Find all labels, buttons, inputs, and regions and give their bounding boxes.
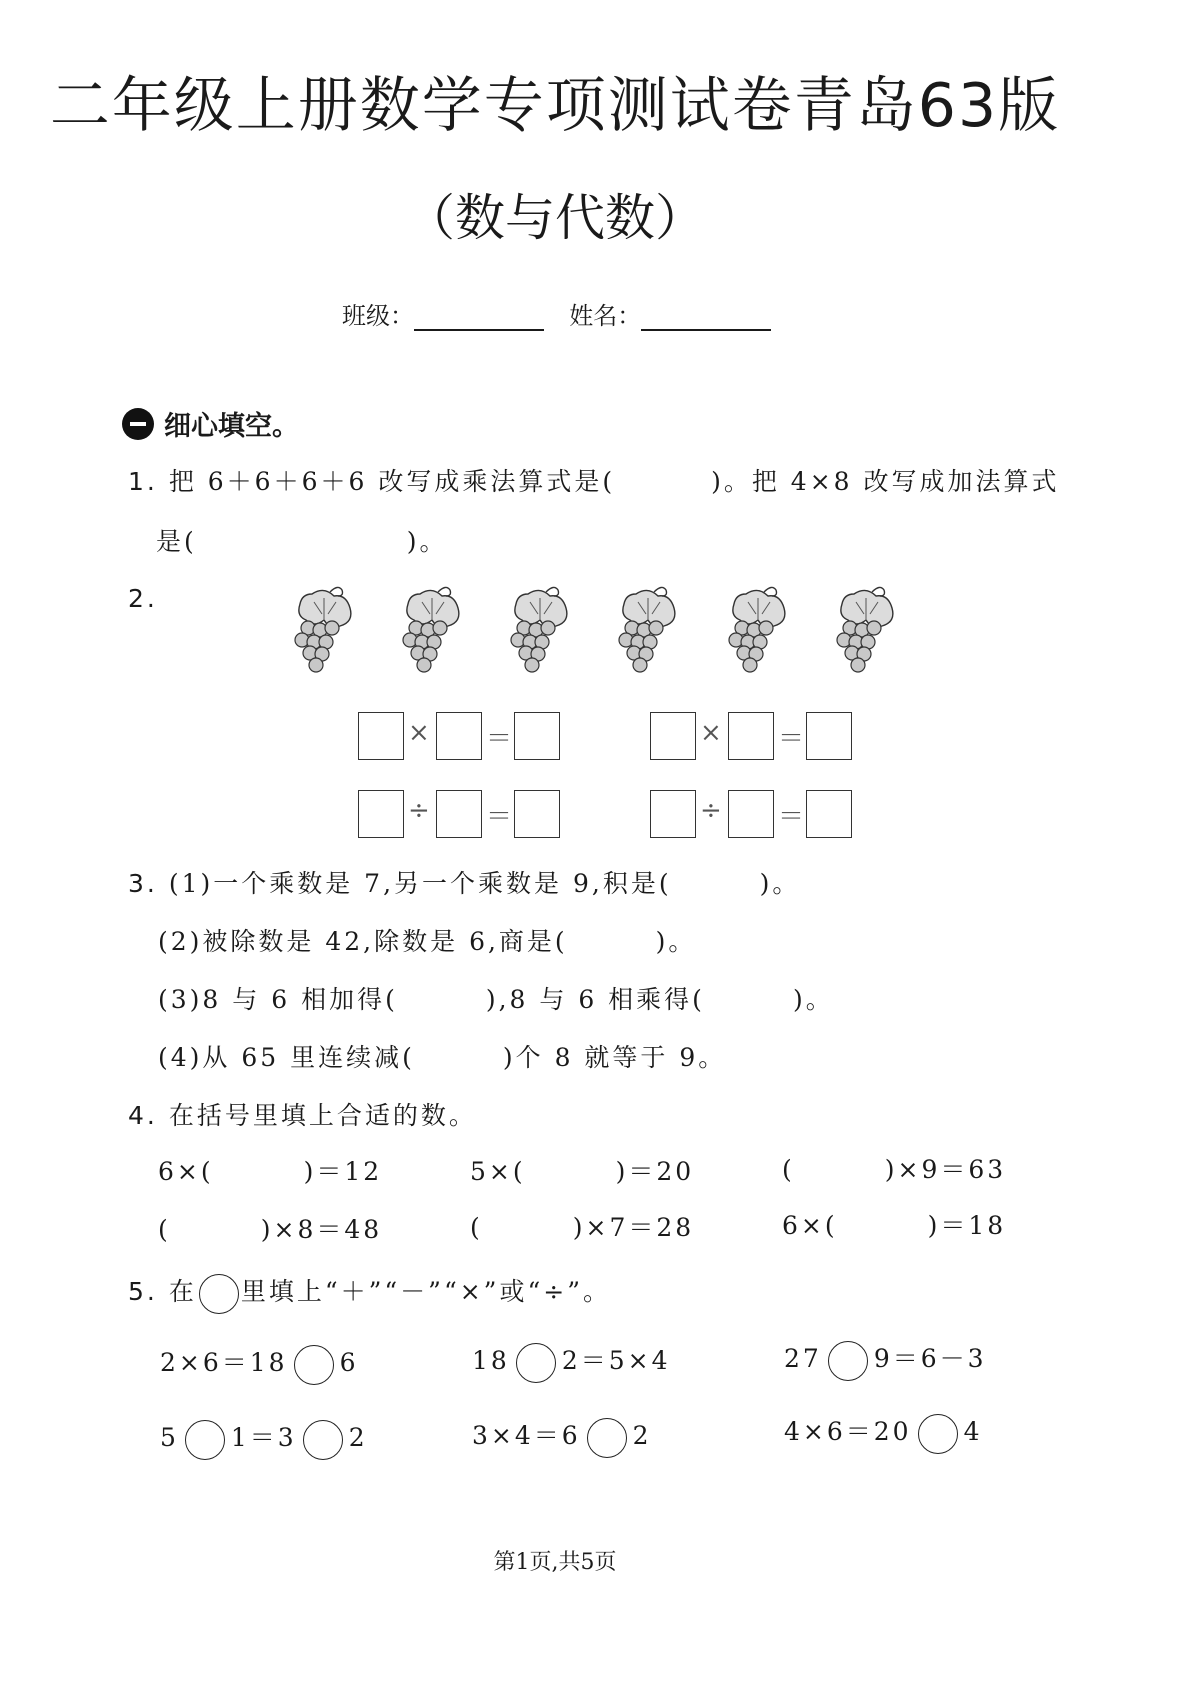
answer-box[interactable] [358, 790, 404, 838]
fill-item: ( )×7＝28 [470, 1213, 695, 1242]
answer-box[interactable] [514, 712, 560, 760]
divide-sign: ÷ [700, 796, 722, 826]
name-field[interactable] [641, 303, 771, 331]
answer-box[interactable] [650, 790, 696, 838]
question-3-part-1: 3. (1)一个乘数是 7,另一个乘数是 9,积是( )。 [128, 869, 801, 898]
page-subtitle: （数与代数） [405, 189, 705, 247]
circle-icon [199, 1274, 239, 1314]
operator-circle[interactable] [185, 1420, 225, 1460]
answer-box[interactable] [650, 712, 696, 760]
equals-sign: ＝ [486, 724, 513, 754]
student-info [342, 296, 771, 331]
question-3-part-3: (3)8 与 6 相加得( ),8 与 6 相乘得( )。 [158, 985, 834, 1014]
grape-cluster-icon [608, 586, 680, 674]
operator-item: 3×4＝6 2 [472, 1416, 652, 1458]
question-2: 2. [128, 584, 158, 613]
name-label: 姓名： [569, 302, 642, 330]
grape-cluster-icon [718, 586, 790, 674]
question-3-part-4: (4)从 65 里连续减( )个 8 就等于 9。 [158, 1043, 727, 1072]
fill-item: 6×( )＝18 [782, 1211, 1007, 1240]
operator-item: 27 9＝6－3 [784, 1339, 987, 1381]
fill-item: ( )×9＝63 [782, 1155, 1007, 1184]
divide-sign: ÷ [408, 796, 430, 826]
question-3-part-2: (2)被除数是 42,除数是 6,商是( )。 [158, 927, 697, 956]
operator-circle[interactable] [516, 1343, 556, 1383]
grape-cluster-icon [500, 586, 572, 674]
operator-circle[interactable] [303, 1420, 343, 1460]
answer-box[interactable] [436, 712, 482, 760]
equals-sign: ＝ [778, 802, 805, 832]
fill-item: 6×( )＝12 [158, 1157, 383, 1186]
grape-cluster-icon [284, 586, 356, 674]
equals-sign: ＝ [778, 724, 805, 754]
question-1-line-2: 是( )。 [156, 527, 448, 556]
answer-box[interactable] [358, 712, 404, 760]
class-field[interactable] [414, 303, 544, 331]
class-label: 班级： [342, 302, 414, 330]
grape-cluster-icon [392, 586, 464, 674]
operator-item: 4×6＝20 4 [784, 1412, 982, 1454]
answer-box[interactable] [728, 790, 774, 838]
question-1: 1. 把 6＋6＋6＋6 改写成乘法算式是( )。把 4×8 改写成加法算式 [128, 467, 1060, 496]
fill-item: ( )×8＝48 [158, 1215, 383, 1244]
answer-box[interactable] [728, 712, 774, 760]
answer-box[interactable] [806, 712, 852, 760]
page-footer: 第1页,共5页 [493, 1550, 617, 1575]
grape-cluster-icon [826, 586, 898, 674]
fill-item: 5×( )＝20 [470, 1157, 695, 1186]
multiply-sign: × [700, 718, 722, 748]
operator-circle[interactable] [294, 1345, 334, 1385]
answer-box[interactable] [514, 790, 560, 838]
operator-item: 5 1＝3 2 [160, 1418, 368, 1460]
operator-item: 2×6＝18 6 [160, 1343, 358, 1385]
operator-item: 18 2＝5×4 [472, 1341, 670, 1383]
equals-sign: ＝ [486, 802, 513, 832]
question-5: 5. 在 里填上“＋”“－”“×”或“÷”。 [128, 1272, 611, 1314]
operator-circle[interactable] [828, 1341, 868, 1381]
multiply-sign: × [408, 718, 430, 748]
page-title: 二年级上册数学专项测试卷青岛63版 [49, 71, 1061, 141]
answer-box[interactable] [436, 790, 482, 838]
section-title: 细心填空。 [164, 411, 299, 442]
operator-circle[interactable] [587, 1418, 627, 1458]
answer-box[interactable] [806, 790, 852, 838]
section-number-badge [122, 408, 154, 440]
operator-circle[interactable] [918, 1414, 958, 1454]
question-4: 4. 在括号里填上合适的数。 [128, 1101, 477, 1130]
